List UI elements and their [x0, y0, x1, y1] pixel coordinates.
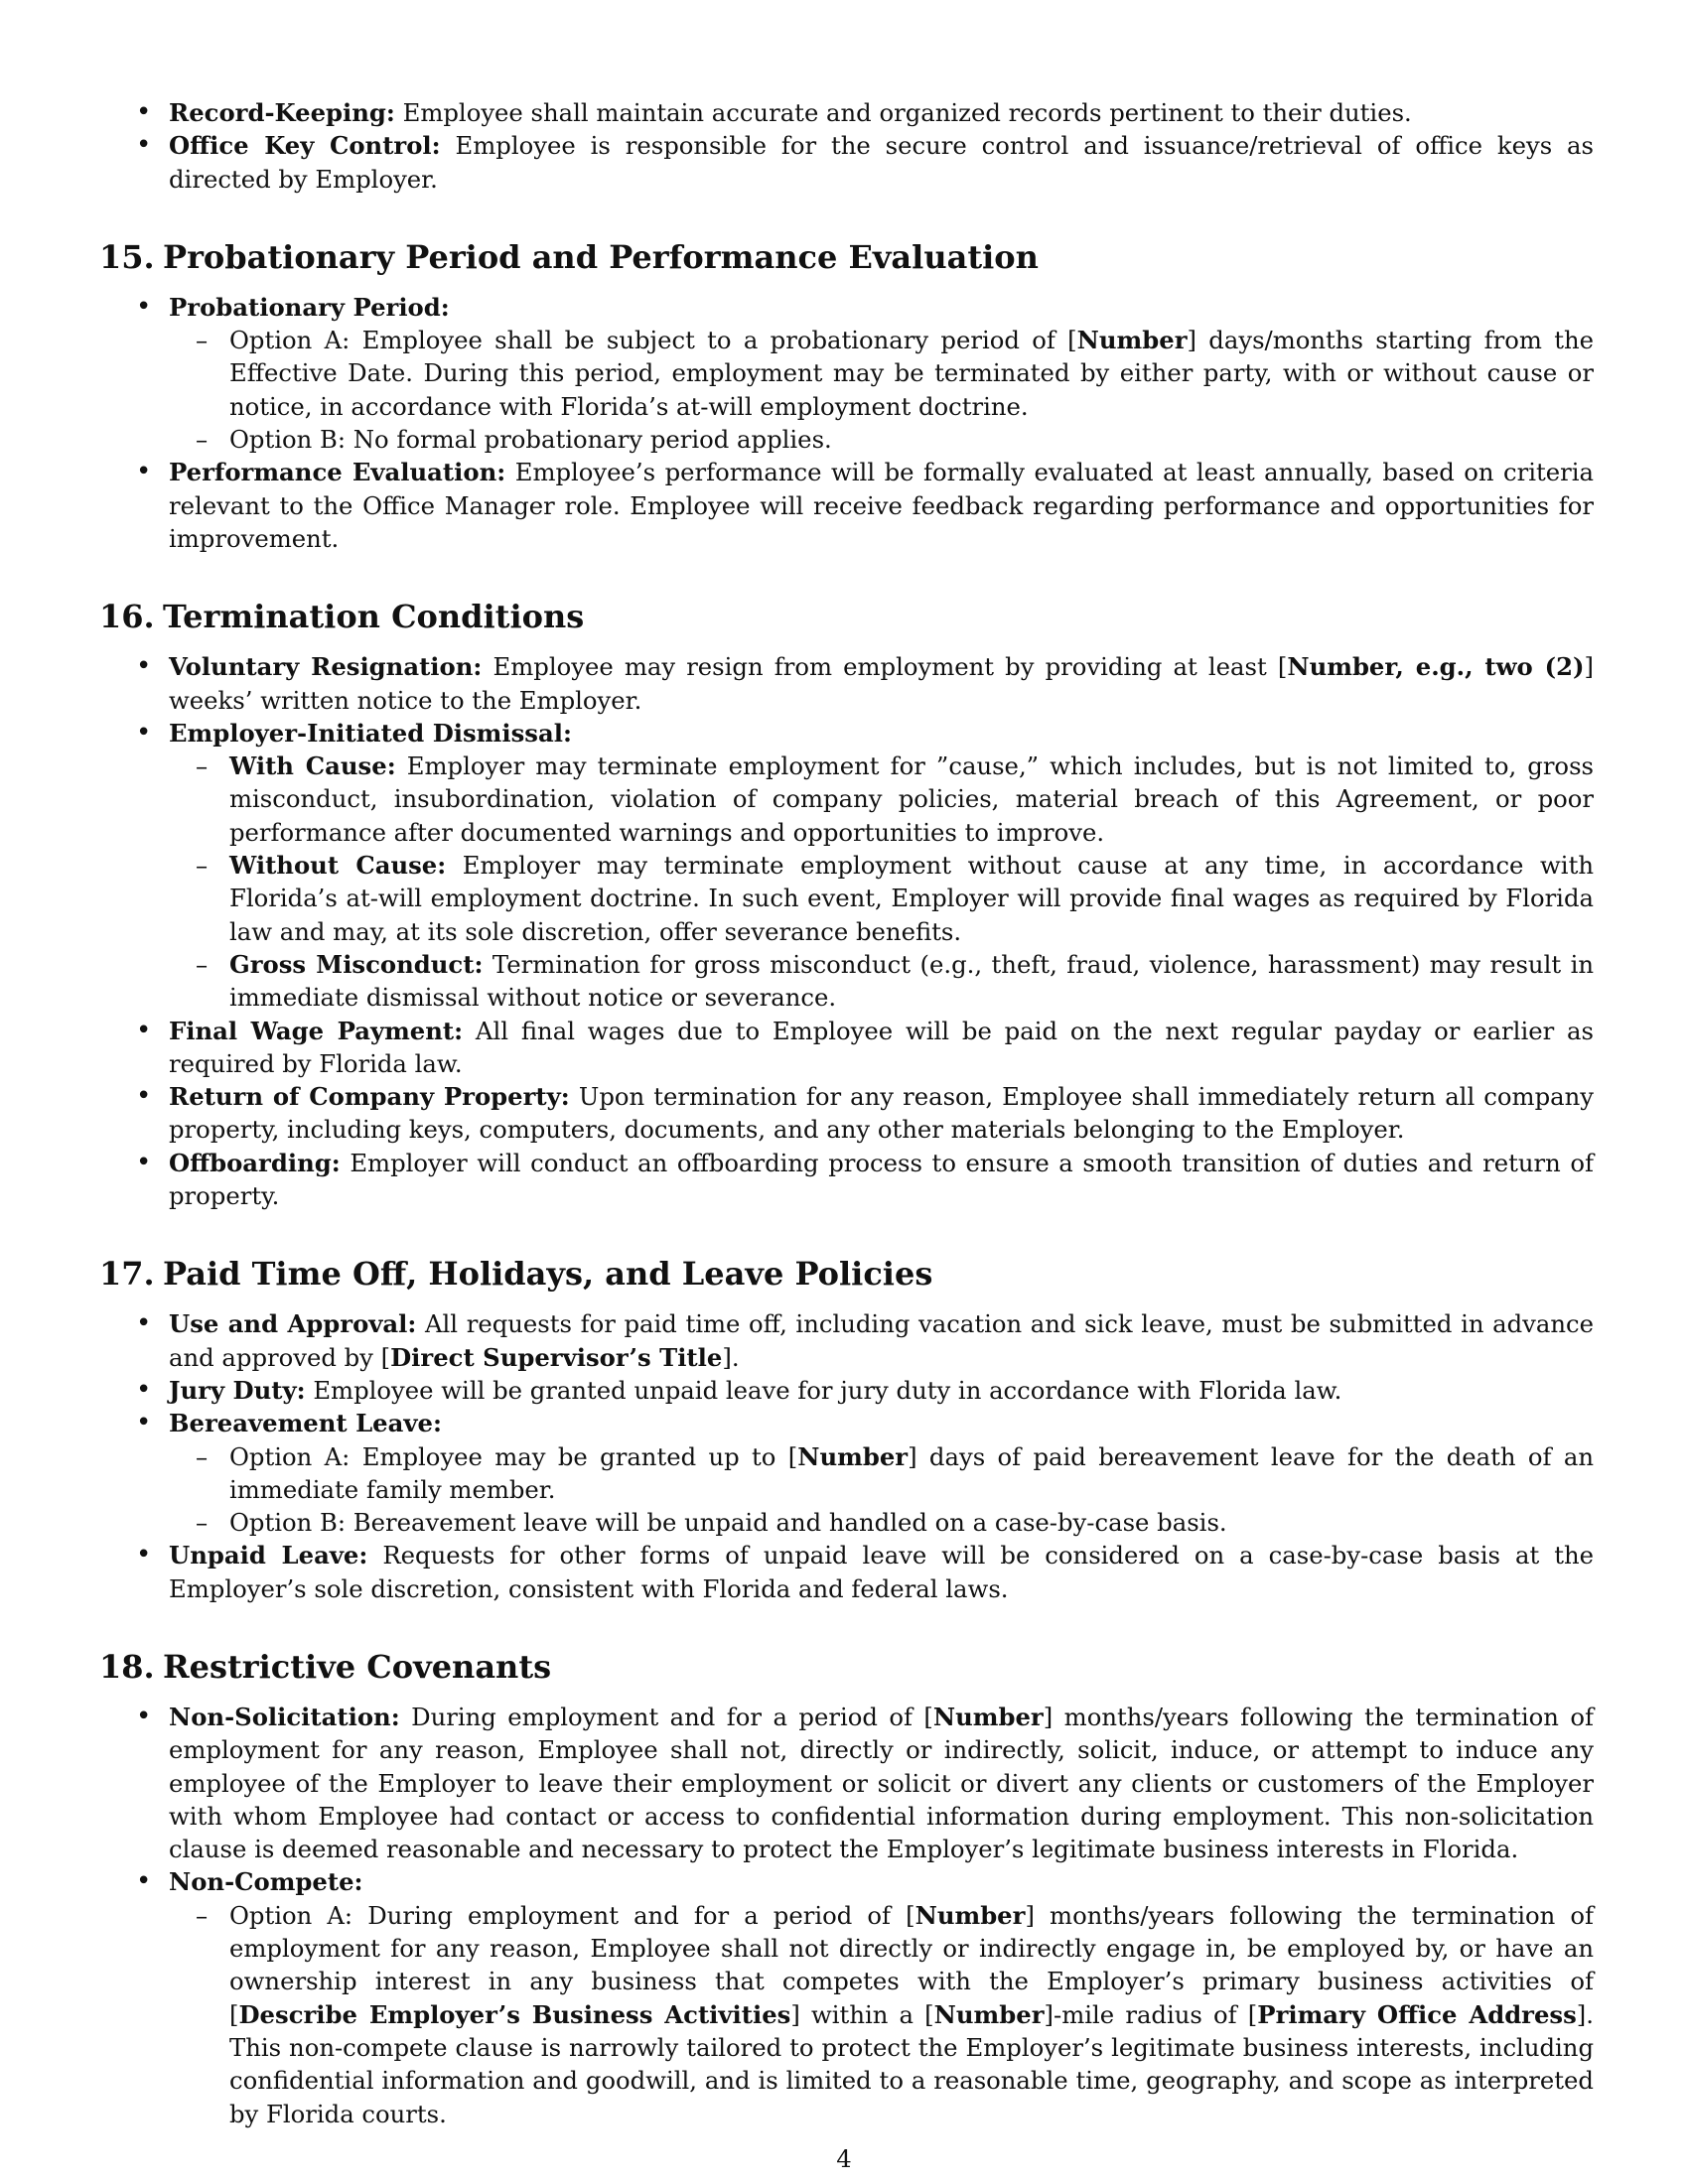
list-item-final-wage: • Final Wage Payment: All final wages due to Employee will be paid on the next regular payday or earlier as required by Florida law. — [99, 1015, 1594, 1081]
list-item-record-keeping: • Record-Keeping: Employee shall maintain accurate and organized records pertinent to their duties. — [99, 96, 1594, 129]
section-heading-17: 17. Paid Time Off, Holidays, and Leave Policies — [99, 1255, 933, 1294]
section-18-list — [99, 1701, 1594, 2130]
option-a: – Option A: Employee may be granted up to [Number] days of paid bereavement leave for the death of an immediate family member. — [169, 1440, 1594, 1507]
list-item-employer-dismissal: • Employer-Initiated Dismissal: – With Cause: Employer may terminate employment for ”cause,” which includes, but is not limited to, gross misconduct, insubordination, violation of company policies, material breach of this Agreement, or poor performance after documented warnings and opportunities to improve. – Without Cause: Employer may terminate employment without cause at any time, in accordance with Florida’s at-will employment doctrine. In such event, Employer will provide final wages as required by Florida law and may, at its sole discretion, offer severance benefits. – Gross Misconduct: Termination for gross misconduct (e.g., theft, fraud, violence, harassment) may result in immediate dismissal without notice or severance. — [99, 717, 1594, 1015]
list-item-bereavement: • Bereavement Leave: – Option A: Employee may be granted up to [Number] days of paid bereavement leave for the death of an immediate family member. – Option B: Bereavement leave will be unpaid and handled on a case-by-case basis. — [99, 1407, 1594, 1539]
list-item-office-key-control: • Office Key Control: Employee is responsible for the secure control and issuance/retrieval of office keys as directed by Employer. — [99, 129, 1594, 196]
section-heading-18: 18. Restrictive Covenants — [99, 1647, 552, 1686]
non-compete-options — [169, 1899, 1594, 2130]
bereavement-options — [169, 1440, 1594, 1540]
section-heading-16: 16. Termination Conditions — [99, 598, 585, 636]
list-item-probationary-period: • Probationary Period: – Option A: Employee shall be subject to a probationary period of [Number] days/months starting from the Effective Date. During this period, employment may be terminated by either party, with or without cause or notice, in accordance with Florida’s at-will employment doctrine. – Option B: No formal probationary period applies. — [99, 291, 1594, 456]
with-cause-item: – With Cause: Employer may terminate employment for ”cause,” which includes, but is not limited to, gross misconduct, insubordination, violation of company policies, material breach of this Agreement, or poor performance after documented warnings and opportunities to improve. — [169, 750, 1594, 849]
list-item-jury-duty: • Jury Duty: Employee will be granted unpaid leave for jury duty in accordance with Florida law. — [99, 1374, 1594, 1407]
option-a: – Option A: During employment and for a period of [Number] months/years following the termination of employment for any reason, Employee shall not directly or indirectly engage in, be employed by, or have an ownership interest in any business that competes with the Employer’s primary business activities of [Describe Employer’s Business Activities] within a [Number]-mile radius of [Primary Office Address]. This non-compete clause is narrowly tailored to protect the Employer’s legitimate business interests, including confidential information and goodwill, and is limited to a reasonable time, geography, and scope as interpreted by Florida courts. — [169, 1899, 1594, 2130]
list-item-non-compete: • Non-Compete: – Option A: During employment and for a period of [Number] months/years following the termination of employment for any reason, Employee shall not directly or indirectly engage in, be employed by, or have an ownership interest in any business that competes with the Employer’s primary business activities of [Describe Employer’s Business Activities] within a [Number]-mile radius of [Primary Office Address]. This non-compete clause is narrowly tailored to protect the Employer’s legitimate business interests, including confidential information and goodwill, and is limited to a reasonable time, geography, and scope as interpreted by Florida courts. — [99, 1865, 1594, 2129]
section-heading-15: 15. Probationary Period and Performance Evaluation — [99, 237, 1039, 276]
section-15-list — [99, 291, 1594, 555]
without-cause-item: – Without Cause: Employer may terminate employment without cause at any time, in accordance with Florida’s at-will employment doctrine. In such event, Employer will provide final wages as required by Florida law and may, at its sole discretion, offer severance benefits. — [169, 849, 1594, 948]
dismissal-types — [169, 750, 1594, 1014]
list-item-non-solicitation: • Non-Solicitation: During employment and for a period of [Number] months/years following the termination of employment for any reason, Employee shall not, directly or indirectly, solicit, induce, or attempt to induce any employee of the Employer to leave their employment or solicit or divert any clients or customers of the Employer with whom Employee had contact or access to confidential information during employment. This non-solicitation clause is deemed reasonable and necessary to protect the Employer’s legitimate business interests in Florida. — [99, 1701, 1594, 1865]
option-a: – Option A: Employee shall be subject to a probationary period of [Number] days/months starting from the Effective Date. During this period, employment may be terminated by either party, with or without cause or notice, in accordance with Florida’s at-will employment doctrine. — [169, 324, 1594, 423]
option-b: – Option B: Bereavement leave will be unpaid and handled on a case-by-case basis. — [169, 1506, 1594, 1539]
list-item-performance-evaluation: • Performance Evaluation: Employee’s performance will be formally evaluated at least annually, based on criteria relevant to the Office Manager role. Employee will receive feedback regarding performance and opportunities for improvement. — [99, 456, 1594, 555]
probationary-options — [169, 324, 1594, 456]
gross-misconduct-item: – Gross Misconduct: Termination for gross misconduct (e.g., theft, fraud, violence, harassment) may result in immediate dismissal without notice or severance. — [169, 948, 1594, 1015]
list-item-offboarding: • Offboarding: Employer will conduct an offboarding process to ensure a smooth transition of duties and return of property. — [99, 1147, 1594, 1213]
list-item-unpaid-leave: • Unpaid Leave: Requests for other forms of unpaid leave will be considered on a case-by-case basis at the Employer’s sole discretion, consistent with Florida and federal laws. — [99, 1539, 1594, 1605]
option-b: – Option B: No formal probationary period applies. — [169, 423, 1594, 456]
page-number: 4 — [836, 2144, 852, 2173]
carryover-list — [99, 96, 1594, 196]
list-item-use-approval: • Use and Approval: All requests for paid time off, including vacation and sick leave, must be submitted in advance and approved by [Direct Supervisor’s Title]. — [99, 1307, 1594, 1374]
list-item-return-property: • Return of Company Property: Upon termination for any reason, Employee shall immediately return all company property, including keys, computers, documents, and any other materials belonging to the Employer. — [99, 1080, 1594, 1147]
page-content — [99, 96, 1594, 2130]
section-17-list — [99, 1307, 1594, 1605]
section-16-list — [99, 650, 1594, 1212]
list-item-voluntary-resignation: • Voluntary Resignation: Employee may resign from employment by providing at least [Number, e.g., two (2)] weeks’ written notice to the Employer. — [99, 650, 1594, 717]
